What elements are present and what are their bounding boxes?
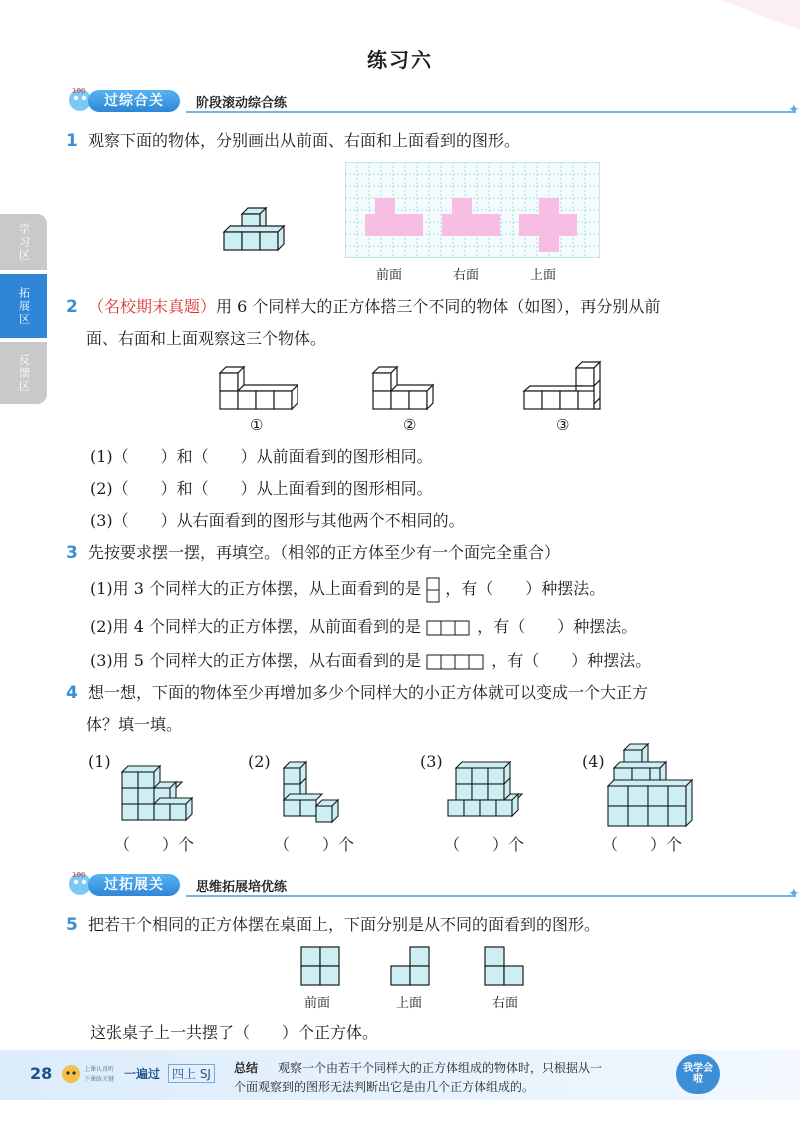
- question-text: 用 6 个同样大的正方体搭三个不同的物体（如图），再分别从前: [216, 297, 661, 316]
- question-tag: （名校期末真题）: [88, 297, 217, 316]
- q5-view-front: [300, 946, 342, 988]
- question-text: 先按要求摆一摆，再填空。（相邻的正方体至少有一个面完全重合）: [88, 543, 561, 562]
- banner-subtitle: 阶段滚动综合练: [196, 96, 288, 111]
- summary-line-1: 观察一个由若干个同样大的正方体组成的物体时，只根据从一: [278, 1061, 603, 1075]
- side-tab-extend[interactable]: 拓展区: [0, 274, 47, 338]
- q5-label-top: 上面: [396, 996, 423, 1011]
- q2-item-2[interactable]: (2)（ ）和（ ）从上面看到的图形相同。: [90, 479, 433, 498]
- q2-object-1: [218, 365, 298, 415]
- question-4: [66, 680, 648, 703]
- q4-object-3: [446, 758, 526, 828]
- q4-object-1: [120, 760, 194, 830]
- q4-object-4: [606, 742, 696, 828]
- q4-object-2: [278, 760, 352, 830]
- banner-line: [186, 111, 796, 113]
- q2-item-3[interactable]: (3)（ ）从右面看到的图形与其他两个不相同的。: [90, 511, 465, 530]
- q2-item-1[interactable]: (1)（ ）和（ ）从前面看到的图形相同。: [90, 447, 433, 466]
- section-banner-extension: [66, 871, 800, 902]
- question-1: [66, 128, 520, 151]
- q4-answer-3[interactable]: （ ）个: [444, 835, 525, 854]
- brand-name: 一遍过: [124, 1067, 161, 1081]
- q4-label-4: (4): [582, 752, 605, 771]
- q5-label-front: 前面: [304, 996, 331, 1011]
- q4-answer-4[interactable]: （ ）个: [602, 835, 683, 854]
- summary-line-2: 个面观察到的图形无法判断出它是由几个正方体组成的。: [234, 1080, 535, 1094]
- q2-label-1: ①: [250, 416, 264, 434]
- question-text: 观察下面的物体，分别画出从前面、右面和上面看到的图形。: [88, 131, 521, 150]
- page-number: 28: [30, 1064, 53, 1083]
- question-number: 3: [66, 543, 78, 563]
- grade-badge: 四上 SJ: [168, 1064, 215, 1083]
- q2-object-2: [371, 365, 451, 415]
- banner-subtitle: 思维拓展培优练: [196, 880, 288, 895]
- banner-title: 过综合关: [88, 90, 180, 112]
- q4-answer-1[interactable]: （ ）个: [114, 835, 195, 854]
- q1-label-right: 右面: [453, 268, 480, 283]
- question-text: 想一想，下面的物体至少再增加多少个同样大的小正方体就可以变成一个大正方: [88, 683, 649, 702]
- question-number: 5: [66, 915, 78, 935]
- q3-item-2[interactable]: (2)用 4 个同样大的正方体摆，从前面看到的是 ，有（ ）种摆法。: [90, 617, 638, 636]
- q4-label-2: (2): [248, 752, 271, 771]
- section-banner-comprehensive: [66, 87, 800, 118]
- q2-label-2: ②: [403, 416, 417, 434]
- banner-line: [186, 895, 796, 897]
- q1-object-figure: [220, 200, 295, 258]
- q3-item-3[interactable]: (3)用 5 个同样大的正方体摆，从右面看到的是 ，有（ ）种摆法。: [90, 651, 652, 670]
- q1-label-top: 上面: [530, 268, 557, 283]
- q4-answer-2[interactable]: （ ）个: [274, 835, 355, 854]
- q5-answer[interactable]: 这张桌子上一共摆了（ ）个正方体。: [90, 1023, 379, 1042]
- q2-label-3: ③: [556, 416, 570, 434]
- question-5: [66, 912, 600, 935]
- star-icon: ✦: [788, 102, 800, 118]
- q2-object-3: [522, 360, 606, 416]
- brand-small-1: 上课认真听: [84, 1066, 115, 1073]
- question-number: 1: [66, 131, 78, 151]
- learned-badge[interactable]: 我学会啦: [676, 1054, 720, 1094]
- q3-item-1[interactable]: (1)用 3 个同样大的正方体摆，从上面看到的是 ，有（ ）种摆法。: [90, 576, 605, 603]
- side-tabs: [0, 214, 47, 404]
- svg-text:100: 100: [72, 87, 86, 95]
- q1-drawing-grid: [345, 162, 600, 258]
- corner-decoration: [690, 0, 800, 40]
- svg-text:100: 100: [72, 871, 86, 879]
- footer: [0, 1050, 800, 1100]
- q5-view-top: [390, 946, 432, 988]
- question-number: 4: [66, 683, 78, 703]
- question-4-line2: 体？填一填。: [86, 715, 183, 734]
- footer-mascot-icon: [60, 1062, 82, 1086]
- question-text: 把若干个相同的正方体摆在桌面上，下面分别是从不同的面看到的图形。: [88, 915, 601, 934]
- question-2: [66, 294, 660, 317]
- question-3: [66, 540, 560, 563]
- shape-vertical-two-icon: [426, 577, 440, 603]
- summary-label: 总结: [234, 1061, 259, 1075]
- star-icon: ✦: [788, 886, 800, 902]
- page-title: 练习六: [367, 48, 433, 72]
- side-tab-learn[interactable]: 学习区: [0, 214, 47, 270]
- brand-small-2: 下课练关键: [84, 1076, 115, 1083]
- side-tab-feedback[interactable]: 反馈区: [0, 342, 47, 404]
- q5-view-right: [484, 946, 526, 988]
- q4-label-1: (1): [88, 752, 111, 771]
- q1-label-front: 前面: [376, 268, 403, 283]
- question-2-line2: 面、右面和上面观察这三个物体。: [86, 329, 327, 348]
- shape-row-four-icon: [426, 654, 486, 670]
- shape-row-three-icon: [426, 620, 472, 636]
- banner-title: 过拓展关: [88, 874, 180, 896]
- q5-label-right: 右面: [492, 996, 519, 1011]
- q4-label-3: (3): [420, 752, 443, 771]
- question-number: 2: [66, 297, 78, 317]
